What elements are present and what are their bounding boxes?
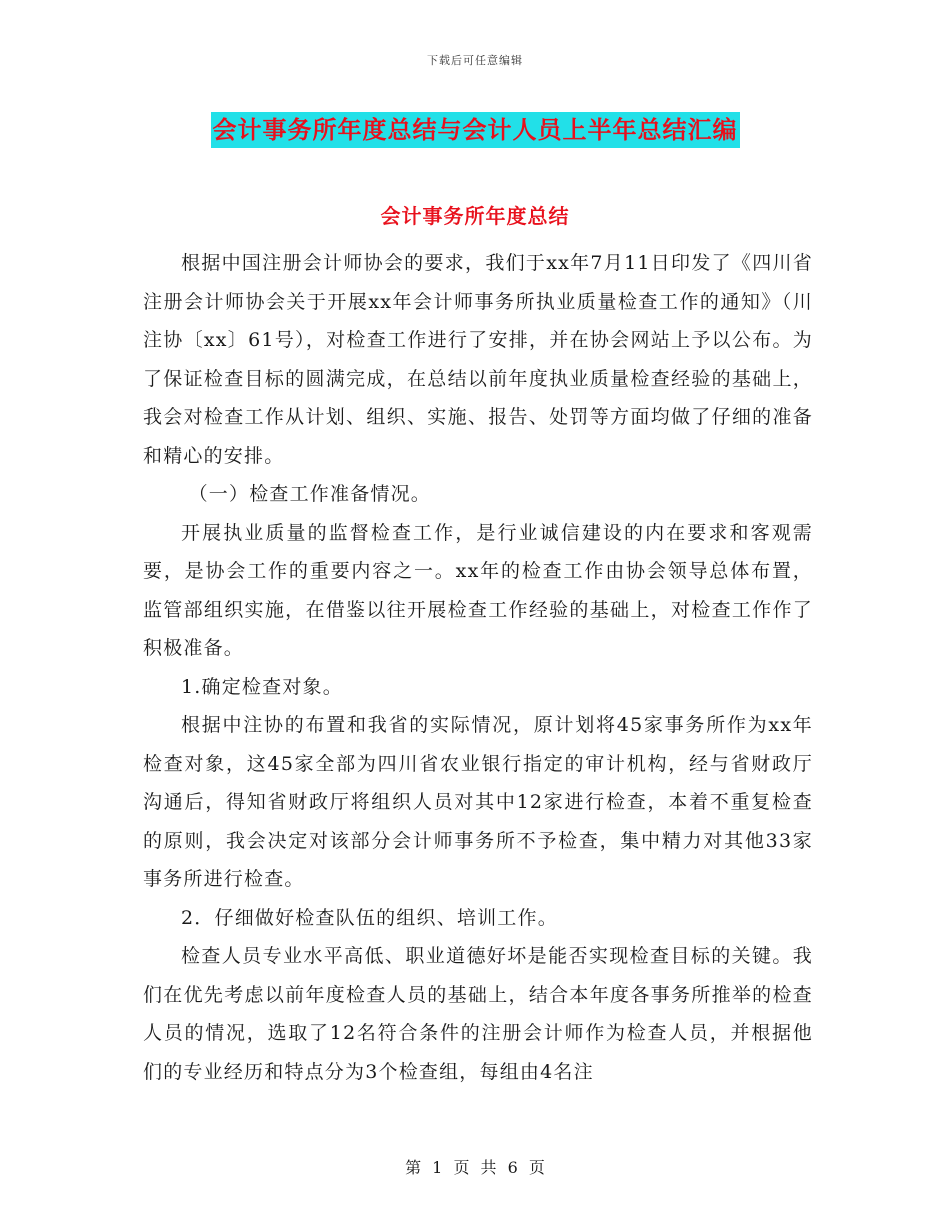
paragraph-item-1: 1.确定检查对象。 bbox=[181, 675, 343, 698]
document-title: 会计事务所年度总结与会计人员上半年总结汇编 bbox=[211, 112, 740, 148]
paragraph-heading-preparation: （一）检查工作准备情况。 bbox=[188, 483, 431, 505]
main-title-container bbox=[0, 112, 950, 148]
paragraph-inspection-targets: 根据中注协的布置和我省的实际情况，原计划将45家事务所作为xx年检查对象，这45家全部为四川省农业银行指定的审计机构，经与省财政厅沟通后，得知省财政厅将组织人员对其中12家进行检查，本着不重复检查的原则，我会决定对该部分会计师事务所不予检查，集中精力对其他33家事务所进行检查。 bbox=[143, 714, 813, 890]
section-title: 会计事务所年度总结 bbox=[380, 204, 570, 228]
paragraph-item-2: 2．仔细做好检查队伍的组织、培训工作。 bbox=[181, 906, 558, 929]
document-body bbox=[143, 244, 813, 1091]
paragraph-supervision: 开展执业质量的监督检查工作，是行业诚信建设的内在要求和客观需要，是协会工作的重要内容之一。xx年的检查工作由协会领导总体布置，监管部组织实施，在借鉴以往开展检查工作经验的基础上，对检查工作作了积极准备。 bbox=[143, 521, 813, 659]
page-header-note: 下载后可任意编辑 bbox=[427, 54, 523, 67]
paragraph-inspectors: 检查人员专业水平高低、职业道德好坏是能否实现检查目标的关键。我们在优先考虑以前年度检查人员的基础上，结合本年度各事务所推举的检查人员的情况，选取了12名符合条件的注册会计师作为检查人员，并根据他们的专业经历和特点分为3个检查组，每组由4名注 bbox=[143, 945, 813, 1083]
page-number: 第 1 页 共 6 页 bbox=[405, 1158, 545, 1177]
paragraph-intro: 根据中国注册会计师协会的要求，我们于xx年7月11日印发了《四川省注册会计师协会关于开展xx年会计师事务所执业质量检查工作的通知》（川注协〔xx〕61号），对检查工作进行了安排，并在协会网站上予以公布。为了保证检查目标的圆满完成，在总结以前年度执业质量检查经验的基础上，我会对检查工作从计划、组织、实施、报告、处罚等方面均做了仔细的准备和精心的安排。 bbox=[143, 252, 813, 467]
